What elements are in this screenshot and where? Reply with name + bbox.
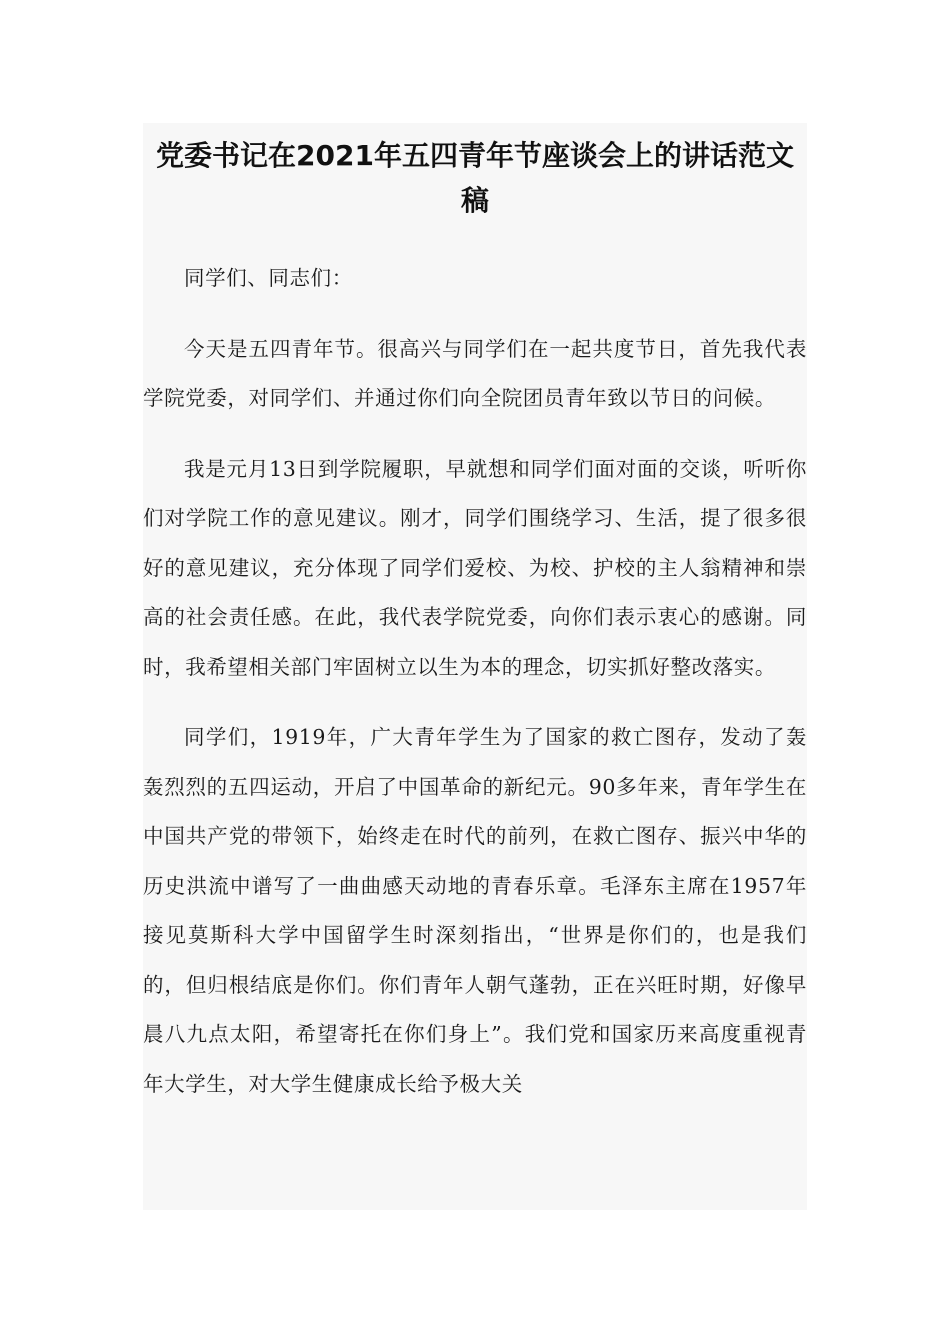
paragraph-feedback: 我是元月13日到学院履职，早就想和同学们面对面的交谈，听听你们对学院工作的意见建议。刚才，同学们围绕学习、生活，提了很多很好的意见建议，充分体现了同学们爱校、为校、护校的主人翁精神和崇高的社会责任感。在此，我代表学院党委，向你们表示衷心的感谢。同时，我希望相关部门牢固树立以生为本的理念，切实抓好整改落实。 — [143, 456, 807, 679]
document-title: 党委书记在2021年五四青年节座谈会上的讲话范文稿 — [156, 139, 794, 217]
document-page — [143, 123, 807, 1210]
paragraph-history: 同学们，1919年，广大青年学生为了国家的救亡图存，发动了轰轰烈烈的五四运动，开启了中国革命的新纪元。90多年来，青年学生在中国共产党的带领下，始终走在时代的前列，在救亡图存、振兴中华的历史洪流中谱写了一曲曲感天动地的青春乐章。毛泽东主席在1957年接见莫斯科大学中国留学生时深刻指出，“世界是你们的，也是我们的，但归根结底是你们。你们青年人朝气蓬勃，正在兴旺时期，好像早晨八九点太阳，希望寄托在你们身上”。我们党和国家历来高度重视青年大学生，对大学生健康成长给予极大关 — [143, 725, 807, 1096]
salutation: 同学们、同志们： — [184, 266, 353, 290]
paragraph-greeting: 今天是五四青年节。很高兴与同学们在一起共度节日，首先我代表学院党委，对同学们、并通过你们向全院团员青年致以节日的问候。 — [143, 336, 807, 410]
